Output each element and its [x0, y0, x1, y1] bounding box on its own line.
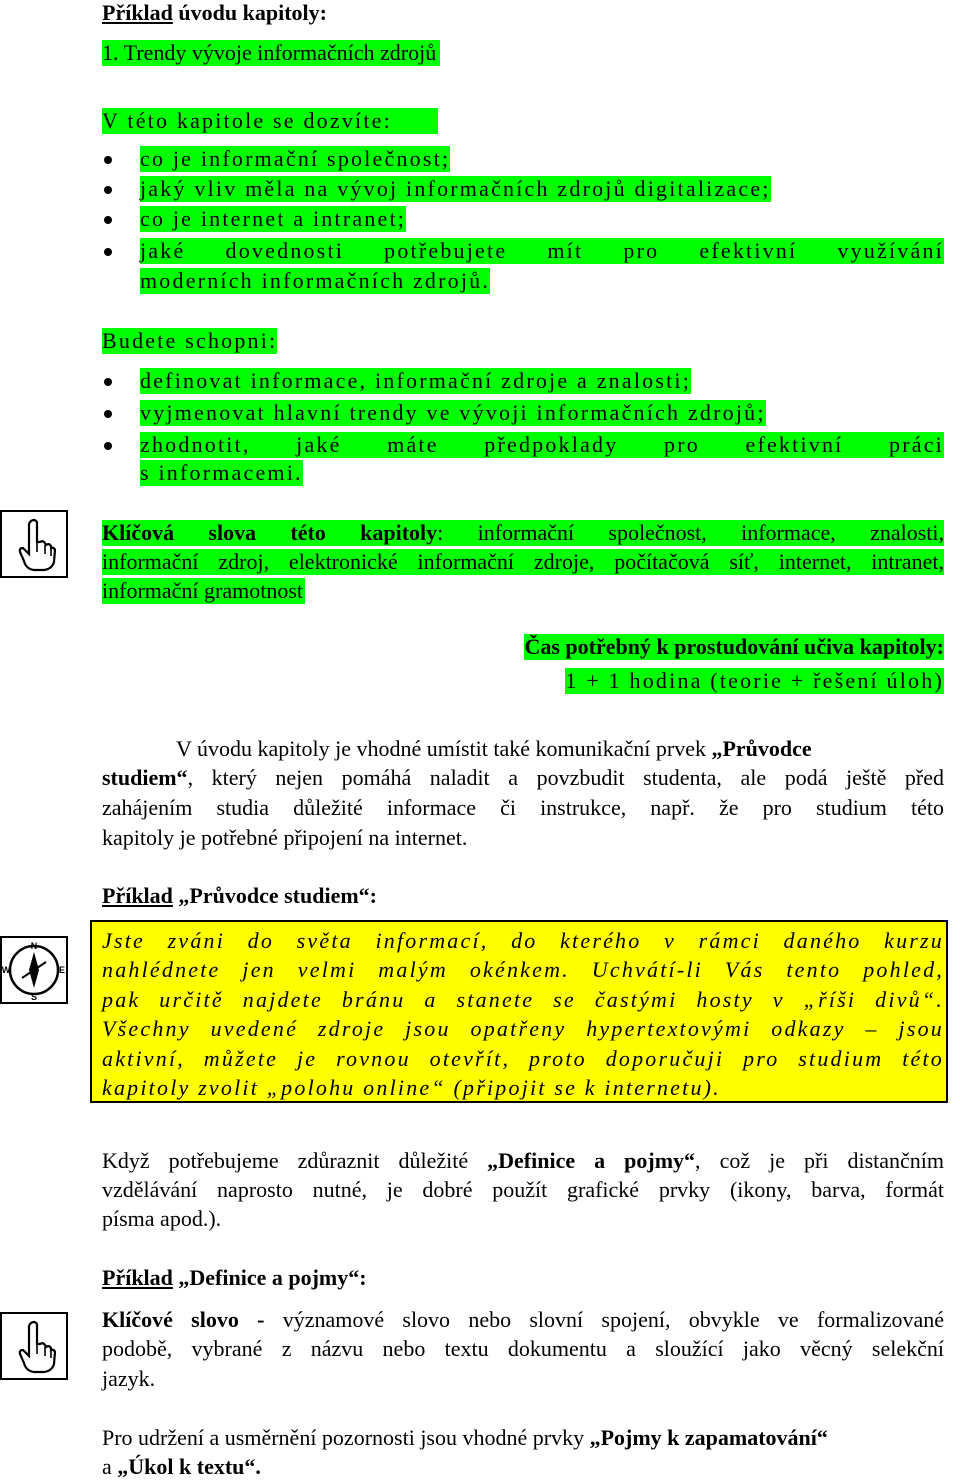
svg-text:S: S [30, 992, 38, 1002]
definition-line: jazyk. [102, 1366, 156, 1391]
learn-item: co je internet a intranet; [140, 206, 407, 231]
learn-item: co je informační společnost; [140, 146, 451, 171]
definitions-paragraph-line: vzdělávání naprosto nutné, je dobré použít grafické prvky (ikony, barva, formát [102, 1177, 944, 1202]
closing-paragraph-line: a „Úkol k textu“. [102, 1454, 261, 1479]
intro-paragraph-line: V úvodu kapitoly je vhodné umístit také komunikační prvek „Průvodce [176, 736, 812, 761]
study-guide-line: pak určitě najdete bránu a stanete se častými hosty v „říši divů“. [102, 987, 944, 1012]
bullet-icon [104, 410, 112, 418]
bullet-icon [104, 442, 112, 450]
skills-item-continued: s informacemi. [140, 460, 303, 485]
learn-item-continued: moderních informačních zdrojů. [140, 268, 491, 293]
learn-title: V této kapitole se dozvíte: [102, 108, 438, 134]
closing-paragraph-line: Pro udržení a usměrnění pozornosti jsou vhodné prvky „Pojmy k zapamatování“ [102, 1425, 828, 1450]
intro-paragraph-line: studiem“, který nejen pomáhá naladit a povzbudit studenta, ale podá ještě před [102, 765, 944, 790]
svg-text:E: E [58, 965, 66, 975]
skills-item: zhodnotit, jaké máte předpoklady pro efektivní práci [140, 432, 944, 457]
bullet-icon [104, 216, 112, 224]
intro-paragraph-line: zahájením studia důležité informace či instrukce, např. že pro studium této [102, 795, 944, 820]
skills-item: definovat informace, informační zdroje a znalosti; [140, 368, 692, 393]
study-guide-line: Všechny uvedené zdroje jsou opatřeny hypertextovými odkazy – jsou [102, 1016, 944, 1041]
bullet-icon [104, 248, 112, 256]
skills-item: vyjmenovat hlavní trendy ve vývoji informačních zdrojů; [140, 400, 766, 425]
study-time-label: Čas potřebný k prostudování učiva kapitoly: [524, 634, 944, 659]
study-guide-line: aktivní, můžete je rovnou otevřít, proto doporučuji pro studium této [102, 1046, 944, 1071]
learn-item: jaký vliv měla na vývoj informačních zdrojů digitalizace; [140, 176, 771, 201]
study-guide-line: Jste zváni do světa informací, do kterého v rámci daného kurzu [102, 928, 944, 953]
svg-text:N: N [30, 941, 38, 951]
example-heading-3: Příklad „Definice a pojmy“: [102, 1265, 367, 1290]
keywords-line: Klíčová slova této kapitoly: informační společnost, informace, znalosti, [102, 520, 945, 545]
study-time-value: 1 + 1 hodina (teorie + řešení úloh) [565, 668, 944, 693]
definition-term: Klíčové slovo - [102, 1307, 265, 1332]
example-heading-1: Příklad úvodu kapitoly: [102, 0, 327, 25]
bullet-icon [104, 156, 112, 164]
skills-title: Budete schopni: [102, 328, 278, 353]
keywords-line: informační zdroj, elektronické informační zdroje, počítačová síť, internet, intranet, [102, 549, 944, 574]
definition-line: Klíčové slovo - významové slovo nebo slovní spojení, obvykle ve formalizované [102, 1307, 944, 1332]
bullet-icon [104, 378, 112, 386]
study-guide-line: kapitoly zvolit „polohu online“ (připojit se k internetu). [102, 1075, 721, 1100]
intro-paragraph-line: kapitoly je potřebné připojení na internet. [102, 825, 468, 850]
pointing-hand-icon [0, 510, 68, 578]
definitions-paragraph-line: písma apod.). [102, 1206, 222, 1231]
svg-text:W: W [2, 965, 11, 975]
definitions-paragraph-line: Když potřebujeme zdůraznit důležité „Definice a pojmy“, což je při distančním [102, 1148, 944, 1173]
pointing-hand-icon [0, 1312, 68, 1380]
compass-icon [0, 936, 68, 1004]
learn-item: jaké dovednosti potřebujete mít pro efektivní využívání [140, 238, 944, 263]
example-heading-2: Příklad „Průvodce studiem“: [102, 883, 377, 908]
study-guide-line: nahlédnete jen velmi malým okénkem. Uchvátí-li Vás tento pohled, [102, 957, 944, 982]
keywords-label: Klíčová slova této kapitoly [102, 520, 438, 545]
keywords-line: informační gramotnost [102, 578, 304, 603]
chapter-title: 1. Trendy vývoje informačních zdrojů [102, 40, 440, 66]
definition-line: podobě, vybrané z názvu nebo textu dokumentu a sloužící jako věcný selekční [102, 1336, 944, 1361]
bullet-icon [104, 186, 112, 194]
